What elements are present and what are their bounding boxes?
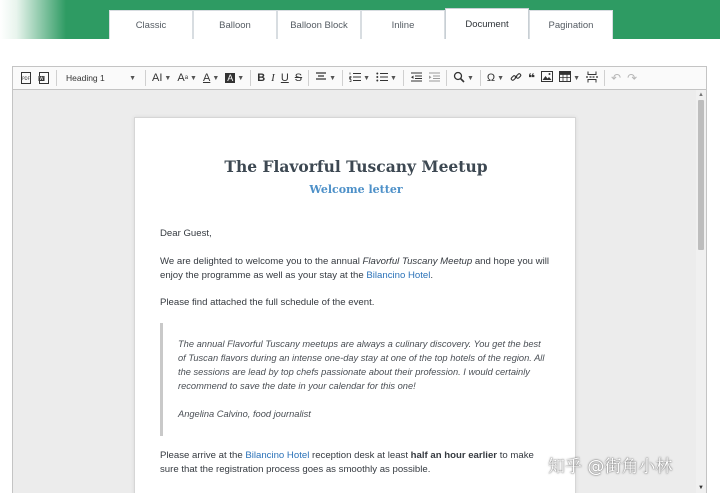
tab-balloon-block[interactable]: Balloon Block xyxy=(277,10,361,39)
align-center-icon xyxy=(315,72,327,85)
chevron-down-icon: ▼ xyxy=(190,74,197,82)
svg-text:PDF: PDF xyxy=(22,76,30,81)
font-color-dropdown[interactable] xyxy=(203,69,219,87)
text-run: to make sure that the registration process goes as smoothly as possible. xyxy=(160,450,534,475)
toolbar-separator xyxy=(308,70,309,86)
font-size-label: AI xyxy=(152,72,163,84)
text-run: . xyxy=(430,270,434,281)
toolbar-separator xyxy=(604,70,605,86)
underline-button[interactable]: U xyxy=(280,72,289,84)
greeting-paragraph[interactable]: Dear Guest, xyxy=(160,228,212,239)
font-family-dropdown[interactable]: A a ▼ xyxy=(177,72,197,84)
chevron-down-icon: ▼ xyxy=(390,74,397,82)
chevron-down-icon: ▼ xyxy=(164,74,172,82)
font-color-label: A xyxy=(202,72,211,84)
text-run: and hope you will enjoy the programme as well as your stay at the xyxy=(160,256,549,281)
redo-button[interactable]: ↷ xyxy=(627,71,638,85)
document-page[interactable] xyxy=(134,117,576,493)
omega-icon: Ω xyxy=(486,72,496,84)
document-subtitle[interactable]: Welcome letter xyxy=(309,183,403,196)
table-icon xyxy=(559,71,571,85)
outdent-button[interactable] xyxy=(410,69,422,87)
tab-document[interactable]: Document xyxy=(445,8,529,39)
page-break-icon xyxy=(586,71,598,86)
svg-text:W: W xyxy=(39,76,44,81)
text-run: Please arrive at the xyxy=(160,450,246,461)
image-icon xyxy=(541,71,553,85)
insert-image-button[interactable] xyxy=(541,69,553,87)
pdf-icon[interactable] xyxy=(20,69,32,87)
event-name: Flavorful Tuscany Meetup xyxy=(362,256,473,267)
scroll-up-arrow-icon[interactable]: ▲ xyxy=(698,92,704,98)
chevron-down-icon: ▼ xyxy=(363,74,370,82)
watermark: 知乎 @街角小林 xyxy=(548,457,673,477)
quote-icon: ❝ xyxy=(528,71,536,85)
strikethrough-button[interactable]: S xyxy=(294,72,303,84)
document-editing-area[interactable] xyxy=(12,90,707,493)
header-fade xyxy=(0,0,110,39)
chevron-down-icon: ▼ xyxy=(237,74,245,82)
editor-toolbar xyxy=(12,66,707,90)
chevron-down-icon: ▼ xyxy=(329,74,337,82)
chevron-down-icon: ▼ xyxy=(129,74,136,82)
indent-button[interactable] xyxy=(428,69,440,87)
indent-icon xyxy=(428,72,440,85)
vertical-scrollbar[interactable] xyxy=(696,90,706,493)
welcome-paragraph[interactable] xyxy=(160,255,552,283)
schedule-paragraph[interactable]: Please find attached the full schedule of the event. xyxy=(160,297,375,308)
find-replace-dropdown[interactable] xyxy=(453,69,474,87)
page-break-button[interactable] xyxy=(586,69,598,87)
bold-button[interactable]: B xyxy=(257,72,266,84)
chevron-down-icon: ▼ xyxy=(212,74,220,82)
toolbar-separator xyxy=(250,70,251,86)
chevron-down-icon: ▼ xyxy=(466,74,474,82)
toolbar-separator xyxy=(145,70,146,86)
outdent-icon xyxy=(410,72,422,85)
arrival-paragraph[interactable] xyxy=(160,449,552,477)
font-background-label: A xyxy=(227,73,234,83)
toolbar-separator xyxy=(56,70,57,86)
chevron-down-icon: ▼ xyxy=(573,74,581,82)
toolbar-separator xyxy=(446,70,447,86)
scroll-down-arrow-icon[interactable]: ▼ xyxy=(698,485,704,491)
toolbar-separator xyxy=(342,70,343,86)
scrollbar-thumb[interactable] xyxy=(698,100,704,250)
bulleted-list-button[interactable] xyxy=(376,69,397,87)
block-quote[interactable] xyxy=(160,323,545,436)
undo-button[interactable]: ↶ xyxy=(611,71,622,85)
italic-button[interactable]: I xyxy=(271,72,275,84)
insert-table-dropdown[interactable] xyxy=(559,69,580,87)
link-button[interactable] xyxy=(510,69,522,87)
heading-dropdown-value: Heading 1 xyxy=(66,73,105,83)
tab-balloon[interactable]: Balloon xyxy=(193,10,277,39)
word-icon[interactable] xyxy=(38,69,50,87)
document-title[interactable]: The Flavorful Tuscany Meetup xyxy=(224,157,488,176)
block-quote-button[interactable] xyxy=(528,69,535,87)
tab-classic[interactable]: Classic xyxy=(109,10,193,39)
quote-author: Angelina Calvino, food journalist xyxy=(178,409,311,419)
chevron-down-icon: ▼ xyxy=(497,74,505,82)
font-size-dropdown[interactable] xyxy=(152,69,171,87)
alignment-dropdown[interactable] xyxy=(315,69,336,87)
numbered-list-icon xyxy=(349,72,361,85)
toolbar-separator xyxy=(403,70,404,86)
font-family-label: A xyxy=(177,72,185,84)
link-icon xyxy=(510,71,522,86)
quote-text: The annual Flavorful Tuscany meetups are always a culinary discovery. You get the best of Tuscan flavors during an intense one-day stay at one of the top hotels of the region. All the sessions are lead by top chefs passionate about their profession. I would certainly recommend to save the date in your calendar for this one! xyxy=(178,339,545,391)
bulleted-list-icon xyxy=(376,72,388,85)
editor-type-tabs xyxy=(109,10,613,39)
hotel-link[interactable]: Bilancino Hotel xyxy=(245,450,310,461)
tab-inline[interactable]: Inline xyxy=(361,10,445,39)
heading-dropdown[interactable] xyxy=(63,69,139,87)
tab-pagination[interactable]: Pagination xyxy=(529,10,613,39)
font-background-dropdown[interactable] xyxy=(225,69,244,87)
text-run: We are delighted to welcome you to the annual xyxy=(160,256,363,267)
text-run: reception desk at least xyxy=(309,450,411,461)
hotel-link[interactable]: Bilancino Hotel xyxy=(366,270,431,281)
toolbar-separator xyxy=(480,70,481,86)
find-replace-icon xyxy=(453,71,465,86)
numbered-list-button[interactable] xyxy=(349,69,370,87)
emphasis-text: half an hour earlier xyxy=(410,450,498,461)
special-characters-dropdown[interactable] xyxy=(487,69,504,87)
